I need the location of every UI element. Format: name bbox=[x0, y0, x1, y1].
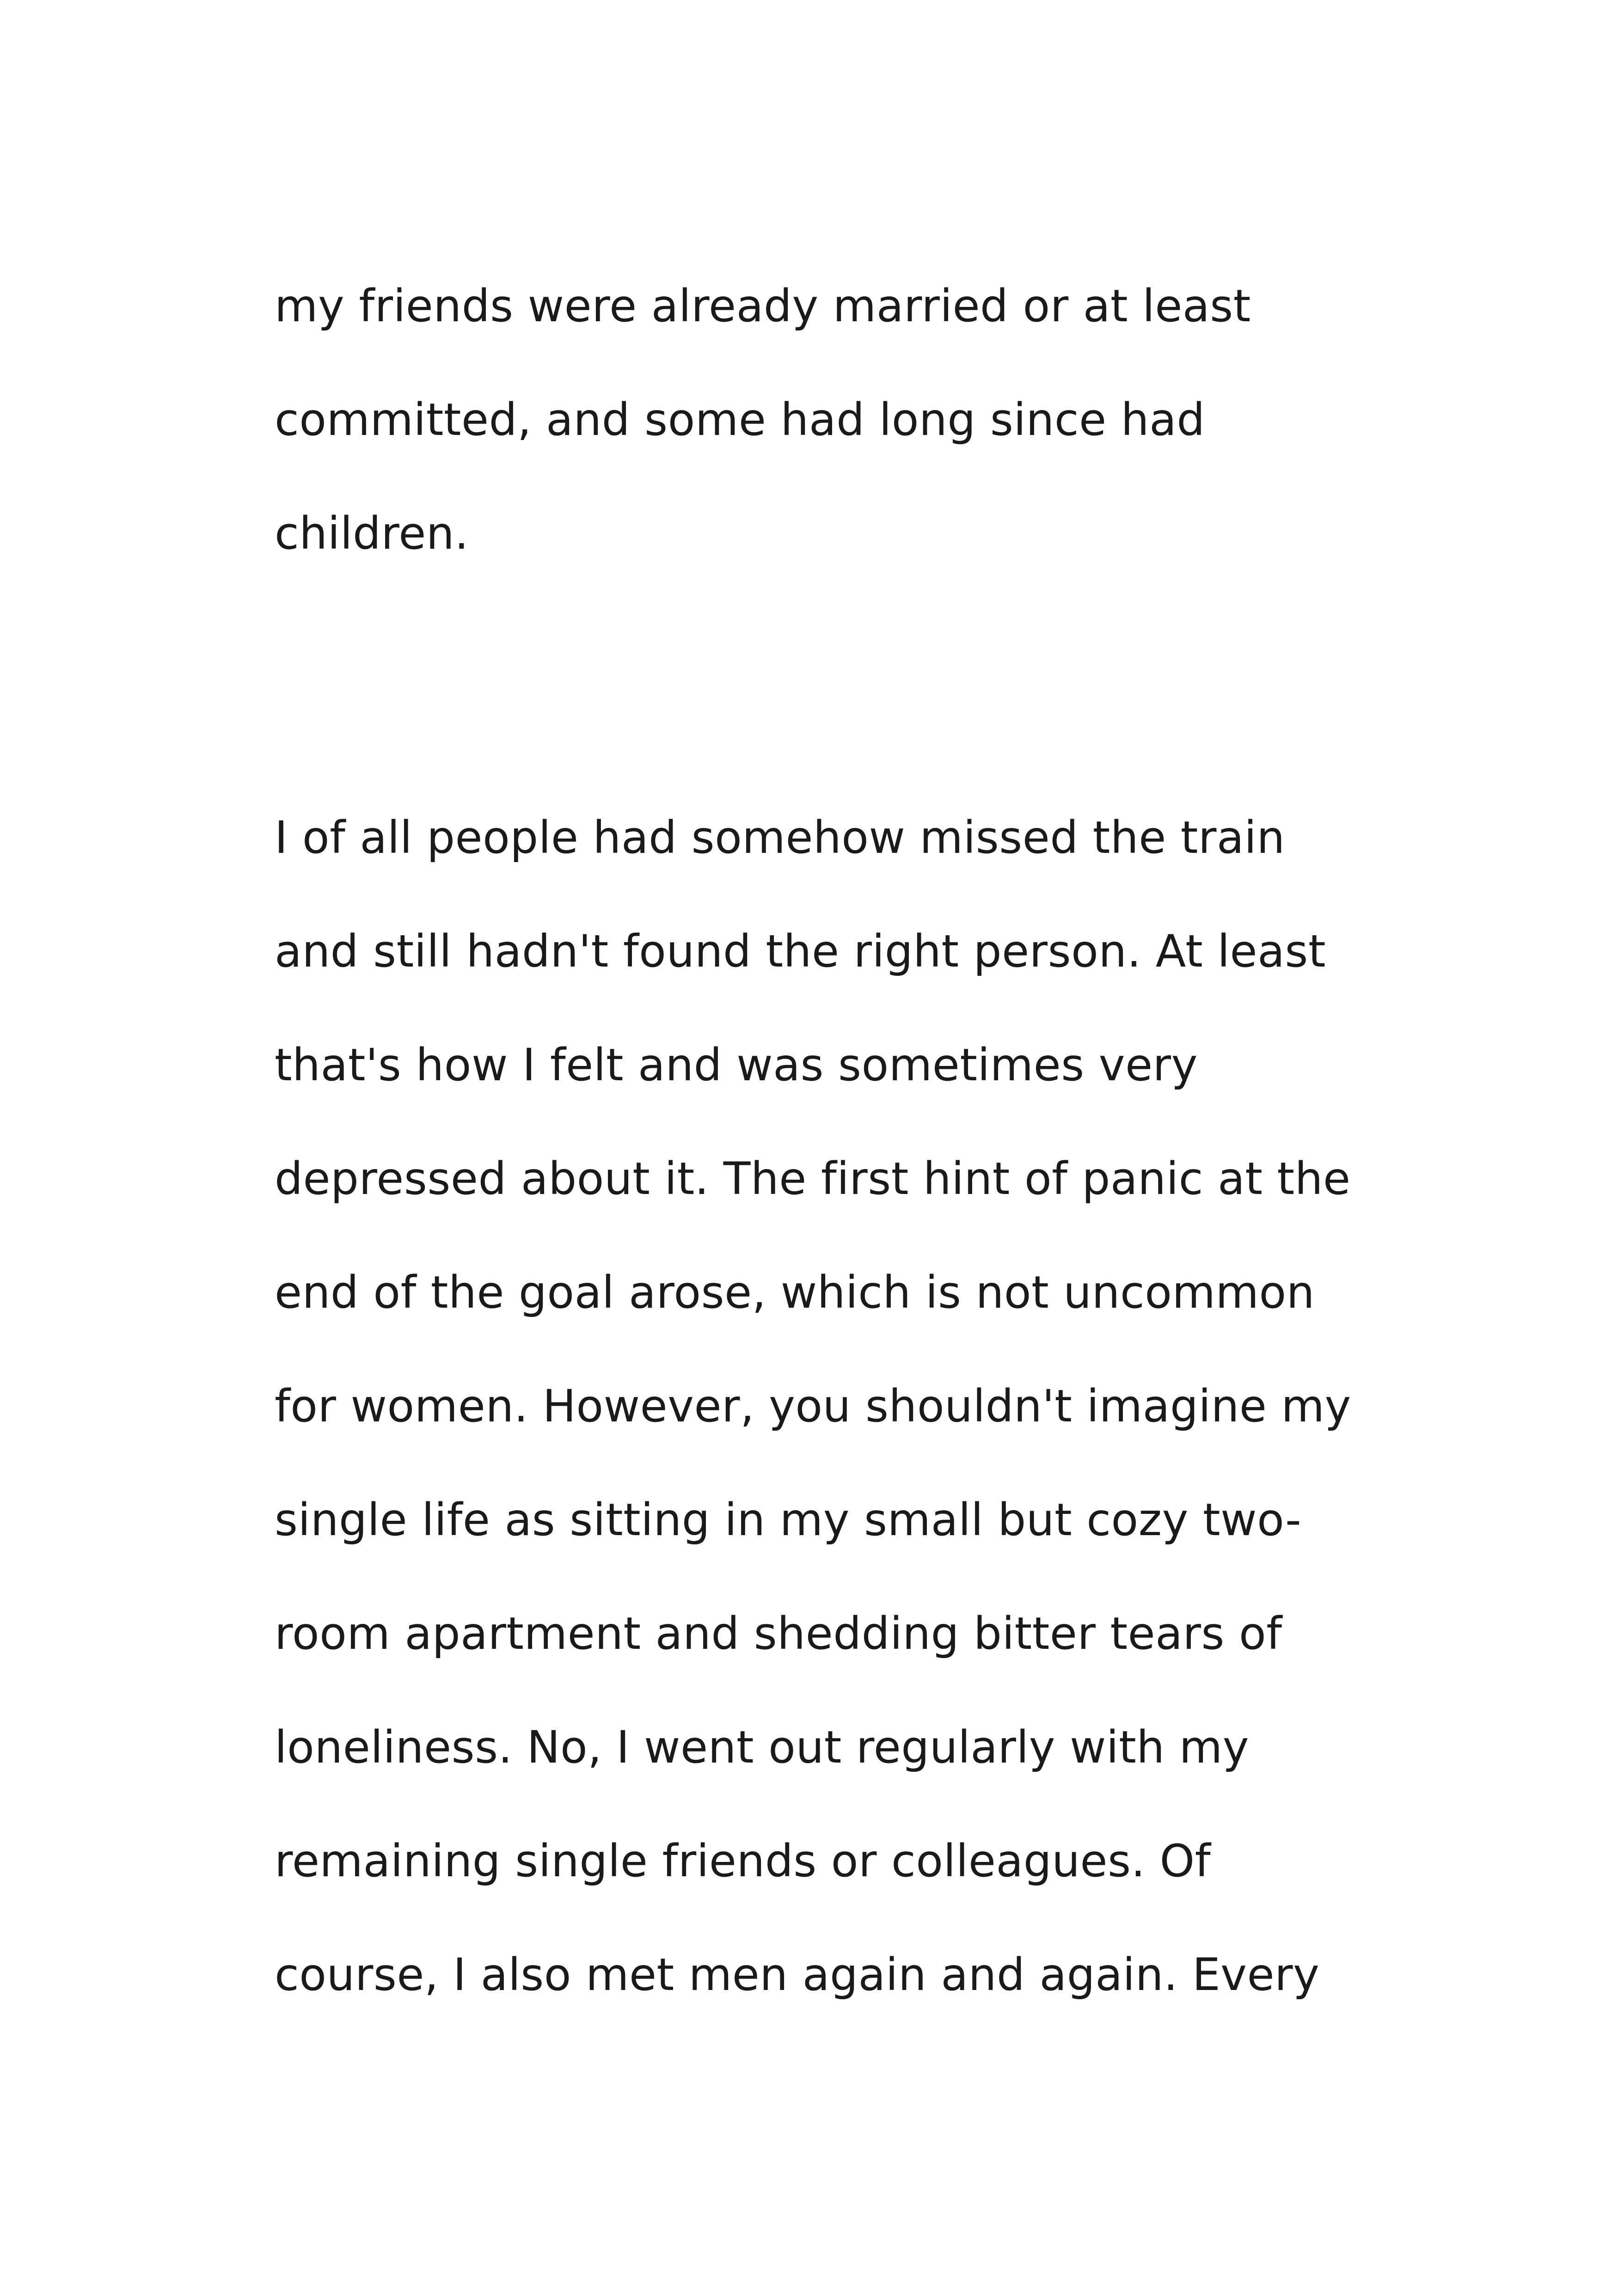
text-line: course, I also met men again and again. Every bbox=[275, 1949, 1320, 2001]
text-line: loneliness. No, I went out regularly with my bbox=[275, 1721, 1250, 1773]
text-line: and still hadn't found the right person. At least bbox=[275, 925, 1326, 977]
text-line: for women. However, you shouldn't imagine my bbox=[275, 1380, 1351, 1432]
text-line: I of all people had somehow missed the train bbox=[275, 812, 1285, 863]
text-line: single life as sitting in my small but cozy two- bbox=[275, 1494, 1302, 1546]
text-line: that's how I felt and was sometimes very bbox=[275, 1039, 1198, 1091]
text-line: my friends were already married or at least bbox=[275, 280, 1251, 332]
text-line: remaining single friends or colleagues. Of bbox=[275, 1835, 1211, 1887]
text-line: room apartment and shedding bitter tears of bbox=[275, 1608, 1282, 1659]
text-line: committed, and some had long since had bbox=[275, 394, 1205, 446]
text-line: end of the goal arose, which is not uncommon bbox=[275, 1267, 1315, 1318]
text-line: depressed about it. The first hint of panic at the bbox=[275, 1153, 1351, 1205]
text-line: children. bbox=[275, 508, 469, 559]
